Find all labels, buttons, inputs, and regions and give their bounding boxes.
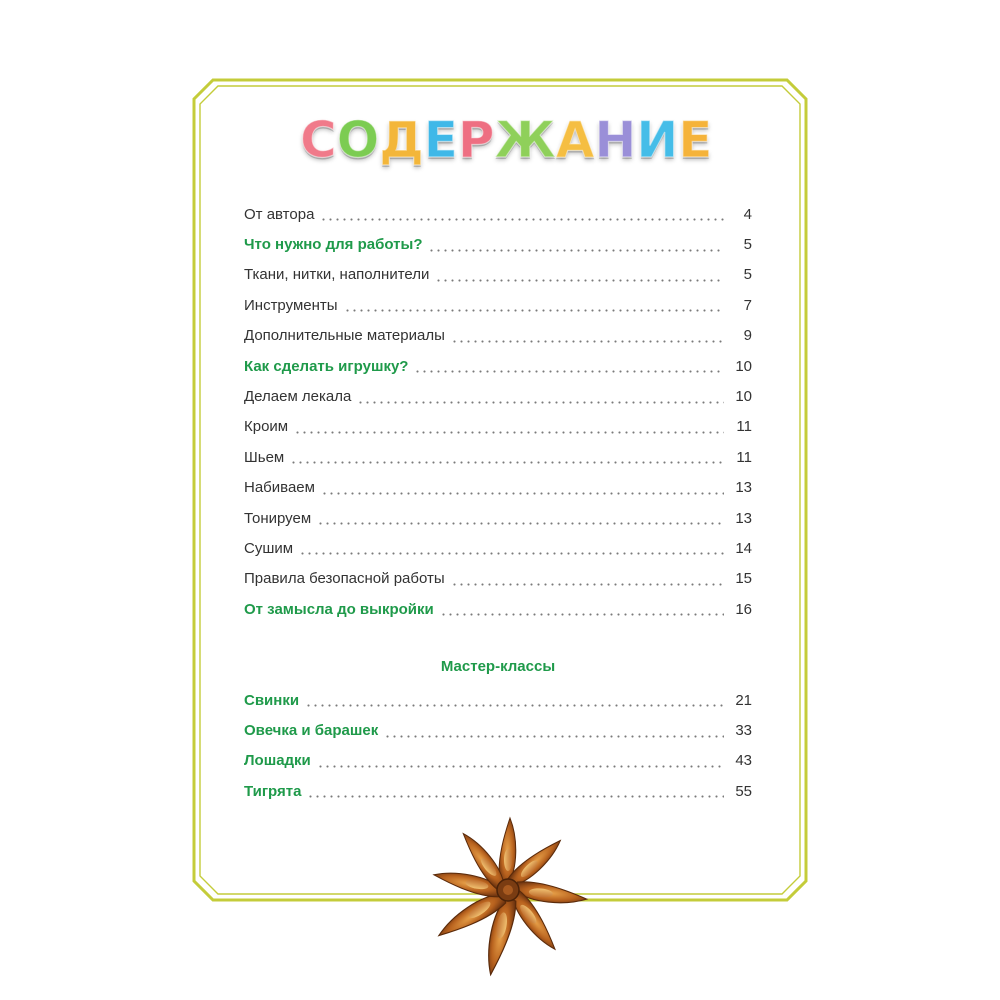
toc-entry[interactable] xyxy=(244,594,752,624)
dot-leader xyxy=(344,298,724,312)
dot-leader xyxy=(321,481,724,495)
toc-entry[interactable] xyxy=(244,564,752,594)
toc-entry-label: Шьем xyxy=(244,448,285,466)
toc-entry[interactable] xyxy=(244,260,752,290)
toc-entry-label: Свинки xyxy=(244,691,300,709)
toc-entry-page: 13 xyxy=(735,509,752,527)
dot-leader xyxy=(451,329,724,343)
toc-entry-label: Лошадки xyxy=(244,752,311,770)
title-letter: С xyxy=(300,111,337,169)
toc-entry-label: Сушим xyxy=(244,539,294,557)
toc-entry-label: Тонируем xyxy=(244,509,312,527)
toc-entry-page: 33 xyxy=(735,722,752,740)
toc-entry-page: 55 xyxy=(735,782,752,800)
toc-entry-label: От автора xyxy=(244,205,315,223)
toc-entry-page: 9 xyxy=(743,327,752,345)
toc-entry-label: Овечка и барашек xyxy=(244,722,379,740)
toc-entry-label: Инструменты xyxy=(244,296,338,314)
toc-entry-page: 43 xyxy=(735,752,752,770)
toc-entry-label: Кроим xyxy=(244,418,289,436)
toc-entry[interactable] xyxy=(244,685,752,715)
dot-leader xyxy=(414,359,724,373)
toc-entry[interactable] xyxy=(244,351,752,381)
title-letter: Е xyxy=(678,111,713,169)
toc-entry-label: Что нужно для работы? xyxy=(244,236,423,254)
toc-entry-label: От замысла до выкройки xyxy=(244,600,434,618)
toc-entry[interactable] xyxy=(244,199,752,229)
title-letter: И xyxy=(636,111,679,169)
title-letter: Ж xyxy=(494,111,556,169)
dot-leader xyxy=(320,207,724,221)
masterclasses-heading: Мастер-классы xyxy=(440,658,556,675)
toc-entry-label: Тигрята xyxy=(244,782,302,800)
toc-entry[interactable] xyxy=(244,776,752,806)
toc-entry[interactable] xyxy=(244,229,752,259)
toc-entry-page: 16 xyxy=(735,600,752,618)
title-letter: А xyxy=(555,111,595,169)
toc-entry[interactable] xyxy=(244,442,752,472)
toc-entry[interactable] xyxy=(244,746,752,776)
title-letter: О xyxy=(336,111,380,169)
title-letter: Н xyxy=(594,111,637,169)
toc-entry-page: 14 xyxy=(735,539,752,557)
dot-leader xyxy=(299,541,724,555)
toc-entry[interactable] xyxy=(244,412,752,442)
dot-leader xyxy=(440,602,724,616)
star-anise-icon xyxy=(408,812,608,987)
toc-entry-label: Как сделать игрушку? xyxy=(244,357,409,375)
toc-entry-page: 15 xyxy=(735,570,752,588)
toc-entry-page: 13 xyxy=(735,479,752,497)
dot-leader xyxy=(307,784,724,798)
dot-leader xyxy=(317,511,724,525)
toc-entry-label: Ткани, нитки, наполнители xyxy=(244,266,430,284)
dot-leader xyxy=(451,572,724,586)
toc-entry[interactable] xyxy=(244,533,752,563)
toc-entry[interactable] xyxy=(244,715,752,745)
toc-entry-label: Дополнительные материалы xyxy=(244,327,445,345)
toc-entry-page: 11 xyxy=(736,418,752,436)
toc-entry-page: 11 xyxy=(736,448,752,466)
toc-entry-label: Правила безопасной работы xyxy=(244,570,445,588)
dot-leader xyxy=(384,724,724,738)
toc-entry-page: 21 xyxy=(735,691,752,709)
toc-entry[interactable] xyxy=(244,381,752,411)
dot-leader xyxy=(317,754,724,768)
masterclasses-list xyxy=(244,685,752,807)
toc-entry-label: Набиваем xyxy=(244,479,315,497)
toc-entry-label: Делаем лекала xyxy=(244,388,352,406)
toc-entry-page: 5 xyxy=(743,266,752,284)
toc-entry[interactable] xyxy=(244,503,752,533)
dot-leader xyxy=(357,390,724,404)
dot-leader xyxy=(294,420,724,434)
toc-entry-page: 7 xyxy=(743,296,752,314)
title-letter: Е xyxy=(423,111,458,169)
title-letter: Д xyxy=(379,111,424,169)
toc-entry-page: 10 xyxy=(735,388,752,406)
page-title xyxy=(300,111,713,169)
dot-leader xyxy=(428,238,724,252)
toc-entry[interactable] xyxy=(244,473,752,503)
title-letter: Р xyxy=(457,111,495,169)
toc-entry-page: 5 xyxy=(743,236,752,254)
toc-entry-page: 10 xyxy=(735,357,752,375)
dot-leader xyxy=(305,693,724,707)
dot-leader xyxy=(435,268,724,282)
table-of-contents xyxy=(244,199,752,624)
dot-leader xyxy=(290,450,724,464)
toc-entry[interactable] xyxy=(244,290,752,320)
toc-entry-page: 4 xyxy=(743,205,752,223)
toc-entry[interactable] xyxy=(244,321,752,351)
